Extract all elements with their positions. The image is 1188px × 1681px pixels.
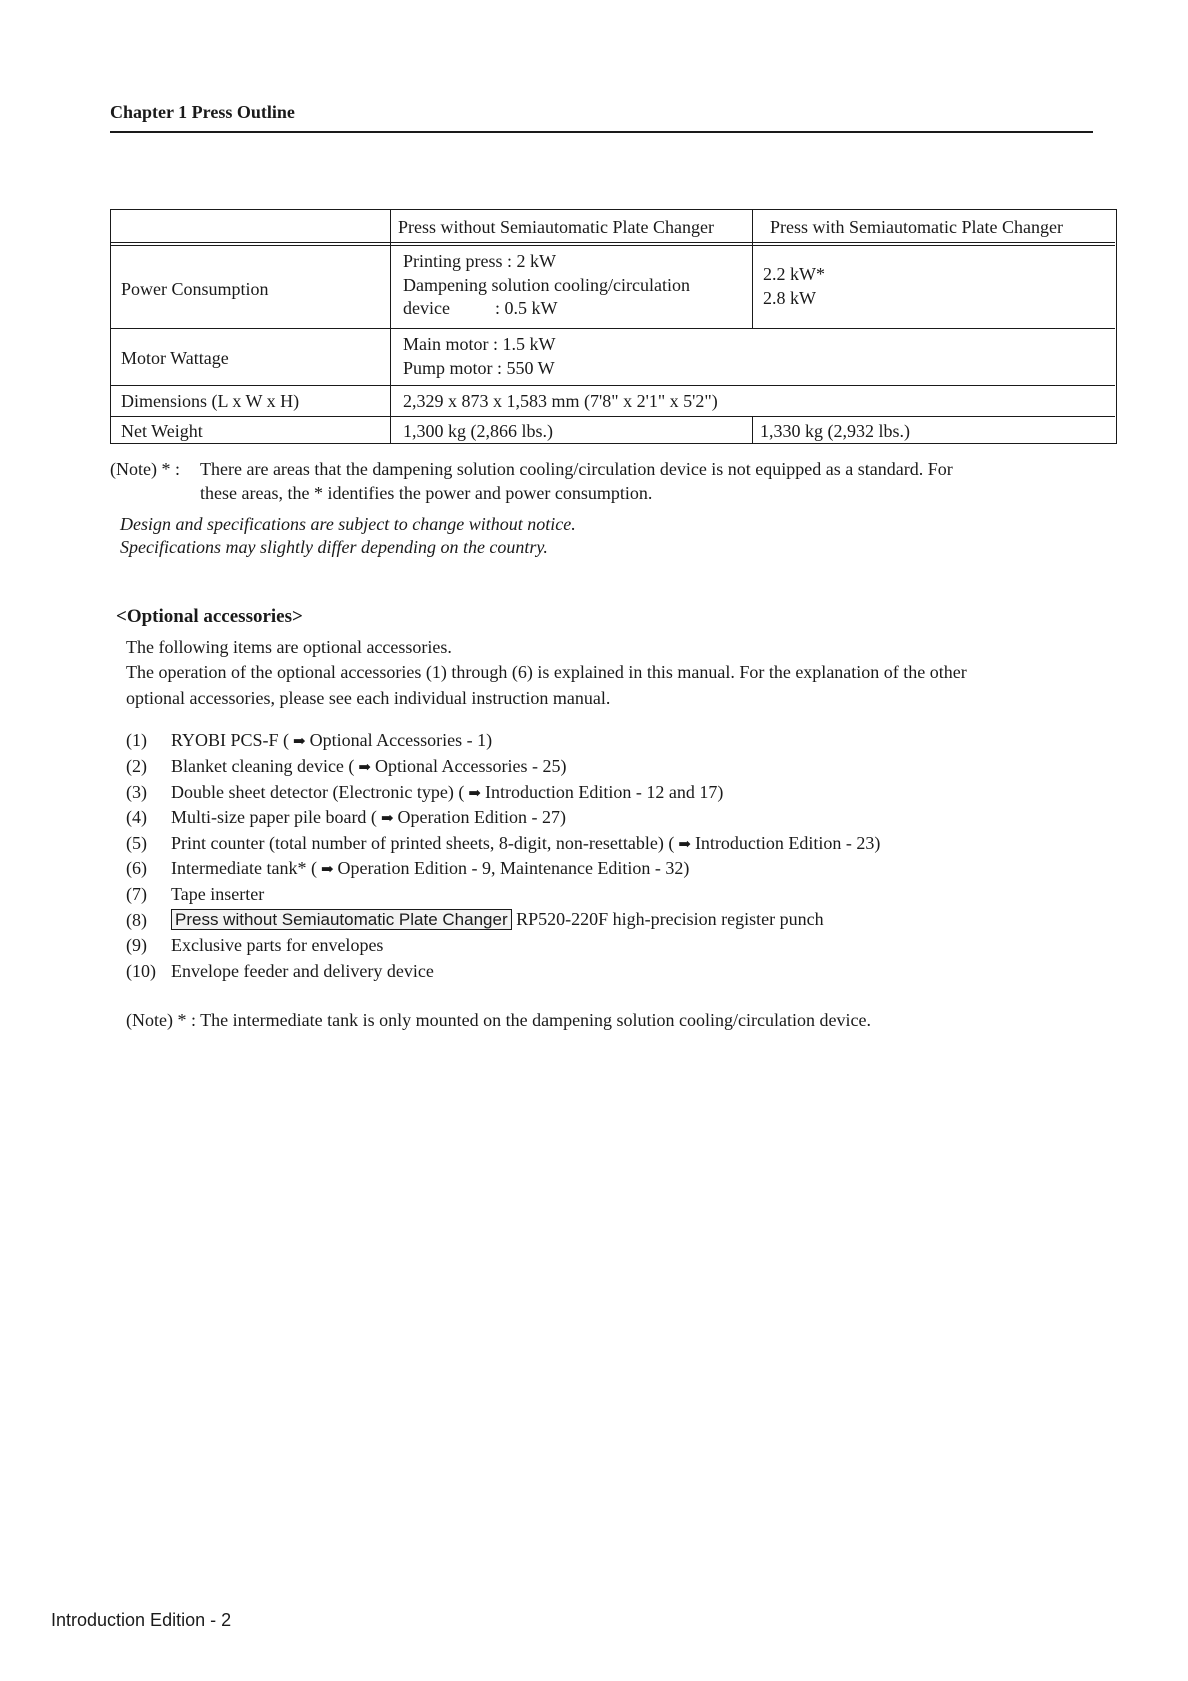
row-label-power: Power Consumption [121, 279, 269, 299]
column-header-without: Press without Semiautomatic Plate Changer [398, 217, 714, 237]
list-item [171, 833, 880, 854]
list-item-text: Exclusive parts for envelopes [171, 935, 384, 955]
list-item-ref: Introduction Edition - 12 and 17) [484, 782, 724, 802]
list-item-number: (3) [126, 782, 147, 802]
arrow-right-icon: ➡ [468, 786, 481, 802]
list-item [171, 756, 566, 777]
list-item-number: (6) [126, 858, 147, 878]
list-item-text: RYOBI PCS-F ( [171, 730, 290, 750]
list-item-number: (9) [126, 935, 147, 955]
boxed-label: Press without Semiautomatic Plate Changer [171, 909, 512, 930]
table-row-rule-3 [111, 416, 1115, 417]
list-item-number: (4) [126, 807, 147, 827]
row-label-weight: Net Weight [121, 421, 203, 441]
list-item-text: Intermediate tank* ( [171, 858, 317, 878]
header-rule [110, 131, 1093, 133]
note-label: (Note) * : [110, 459, 180, 479]
weight-with-value: 1,330 kg (2,932 lbs.) [760, 421, 910, 441]
table-header-rule [111, 242, 1115, 246]
list-item [171, 782, 723, 803]
page-footer: Introduction Edition - 2 [51, 1610, 232, 1630]
table-col-divider-2-top [752, 210, 753, 329]
arrow-right-icon: ➡ [380, 811, 394, 827]
list-item-text: Blanket cleaning device ( [171, 756, 355, 776]
dimensions-value: 2,329 x 873 x 1,583 mm (7'8" x 2'1" x 5'2") [403, 391, 718, 411]
spec-table [110, 209, 1117, 444]
disclaimer-line-1: Design and specifications are subject to change without notice. [120, 514, 576, 534]
weight-without-value: 1,300 kg (2,866 lbs.) [403, 421, 553, 441]
note-line-1: There are areas that the dampening solution cooling/circulation device is not equipped as a standard. For [200, 459, 953, 479]
optional-intro-2: The operation of the optional accessories (1) through (6) is explained in this manual. For the explanation of the other [126, 662, 967, 682]
list-item [171, 909, 824, 930]
optional-intro-1: The following items are optional accessories. [126, 637, 452, 657]
power-without-value: Printing press : 2 kW Dampening solution cooling/circulation device : 0.5 kW [403, 251, 690, 318]
chapter-title: Chapter 1 Press Outline [110, 102, 295, 122]
list-item-number: (10) [126, 961, 156, 981]
note-line-2: these areas, the * identifies the power and power consumption. [200, 483, 653, 503]
row-label-dimensions: Dimensions (L x W x H) [121, 391, 300, 411]
optional-intro-3: optional accessories, please see each individual instruction manual. [126, 688, 611, 708]
list-item-ref: Operation Edition - 27) [397, 807, 566, 827]
list-item-number: (7) [126, 884, 147, 904]
intermediate-tank-note: (Note) * : The intermediate tank is only mounted on the dampening solution cooling/circulation device. [126, 1010, 871, 1030]
table-row-rule-2 [111, 385, 1115, 386]
motor-without-value: Main motor : 1.5 kW Pump motor : 550 W [403, 334, 556, 378]
optional-accessories-heading: <Optional accessories> [116, 606, 303, 627]
column-header-with: Press with Semiautomatic Plate Changer [770, 217, 1063, 237]
list-item-text: Tape inserter [171, 884, 265, 904]
arrow-right-icon: ➡ [320, 862, 334, 878]
arrow-right-icon: ➡ [358, 760, 371, 776]
list-item-text: Print counter (total number of printed sheets, 8-digit, non-resettable) ( [171, 833, 675, 853]
list-item-number: (8) [126, 910, 147, 930]
list-item-number: (1) [126, 730, 147, 750]
list-item-ref: Operation Edition - 9, Maintenance Edition - 32) [337, 858, 690, 878]
list-item [171, 858, 689, 879]
list-item-number: (5) [126, 833, 147, 853]
table-row-rule-1 [111, 328, 1115, 329]
list-item-ref: Optional Accessories - 1) [309, 730, 493, 750]
list-item-text: Envelope feeder and delivery device [171, 961, 434, 981]
table-col-divider-2-bottom [752, 417, 753, 443]
list-item [171, 730, 492, 751]
list-item-ref: Optional Accessories - 25) [375, 756, 567, 776]
arrow-right-icon: ➡ [678, 837, 691, 853]
row-label-motor: Motor Wattage [121, 348, 229, 368]
list-item-number: (2) [126, 756, 147, 776]
disclaimer-line-2: Specifications may slightly differ depending on the country. [120, 537, 548, 557]
list-item-text: Double sheet detector (Electronic type) ( [171, 782, 465, 802]
arrow-right-icon: ➡ [293, 734, 306, 750]
power-with-value: 2.2 kW* 2.8 kW [763, 264, 825, 308]
list-item [171, 807, 566, 828]
list-item-text: RP520-220F high-precision register punch [511, 909, 824, 929]
list-item-ref: Introduction Edition - 23) [694, 833, 881, 853]
list-item-text: Multi-size paper pile board ( [171, 807, 377, 827]
